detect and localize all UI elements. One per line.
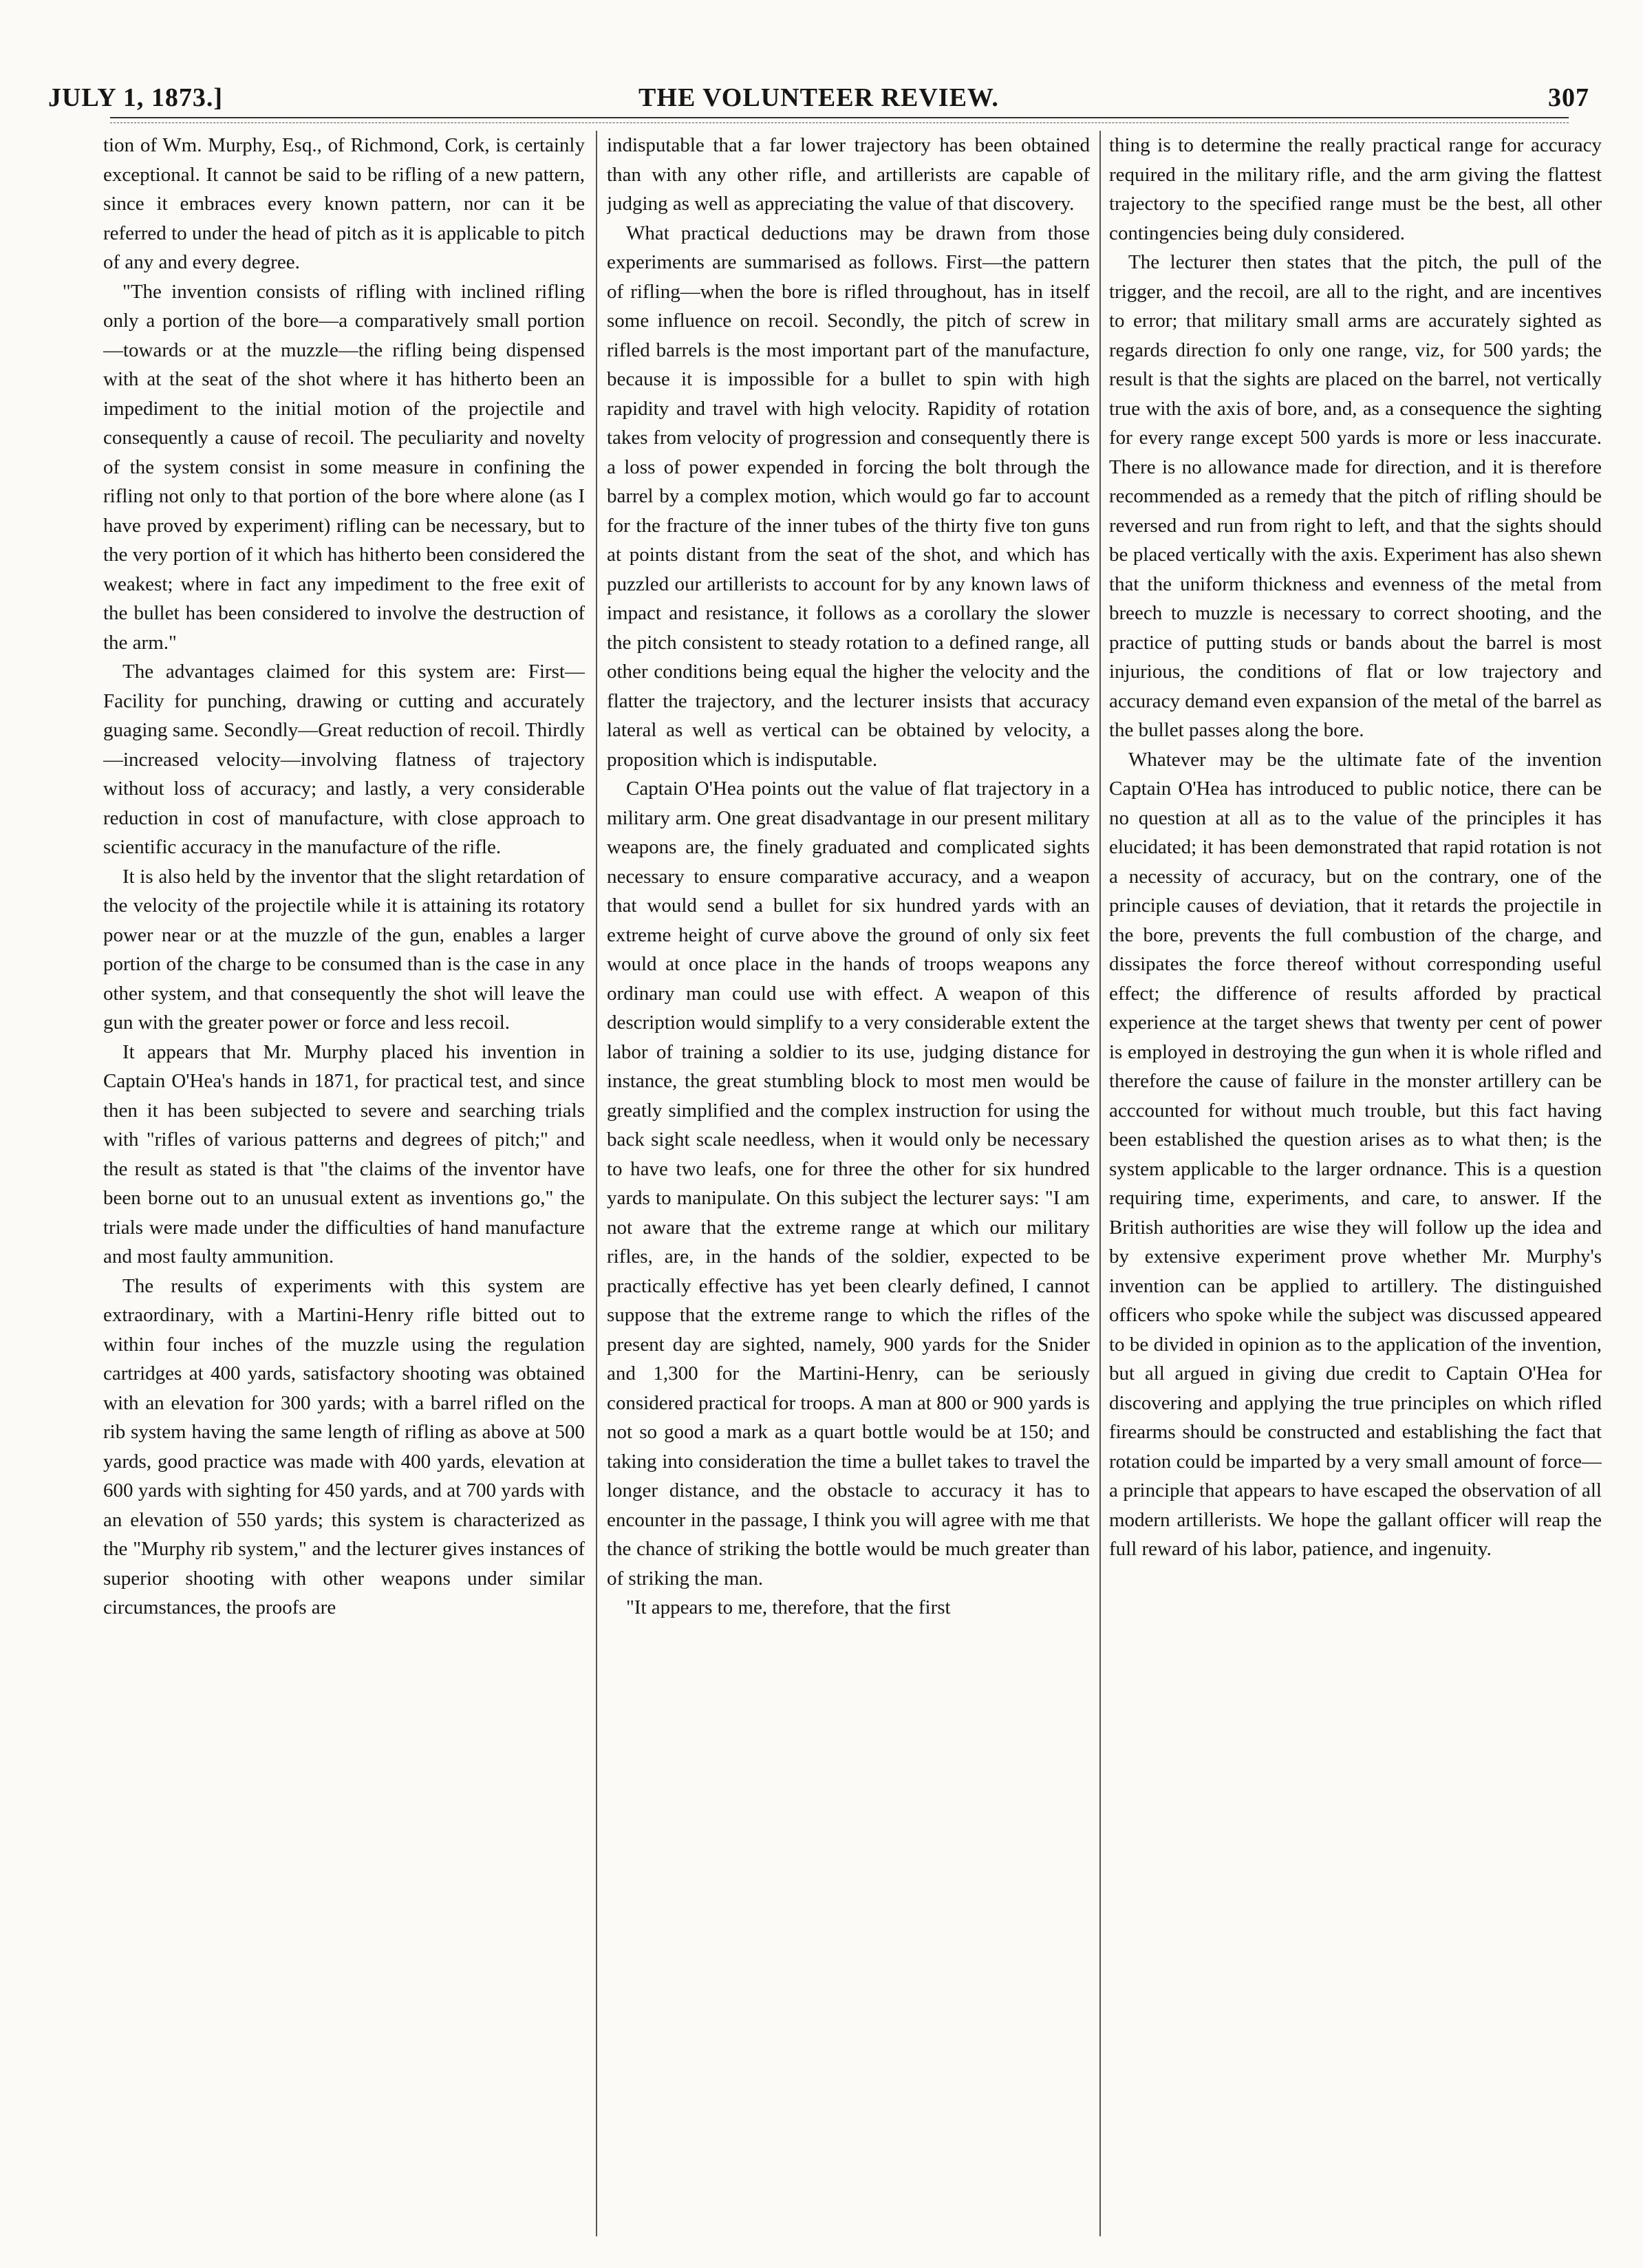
publication-title: THE VOLUNTEER REVIEW.: [638, 83, 999, 112]
page-number: 307: [1548, 83, 1589, 112]
paragraph: The advantages claimed for this system are: First—Facility for punching, drawing or cutting and accurately guaging same. Secondly—Great reduction of recoil. Thirdly—increased velocity—involving flatness of trajectory without loss of accuracy; and lastly, a very considerable reduction in cost of manufacture, with close approach to scientific accuracy in the manufacture of the rifle.: [103, 661, 585, 858]
paragraph: What practical deductions may be drawn from those experiments are summarised as follows. First—the pattern of rifling—when the bore is rifled throughout, has in itself some influence on recoil. Secondly, the pitch of screw in rifled barrels is the most important part of the manufacture, because it is impossible for a bullet to spin with high rapidity and travel with high velocity. Rapidity of rotation takes from velocity of progression and consequently there is a loss of power expended in forcing the bolt through the barrel by a complex motion, which would go far to account for the fracture of the inner tubes of the thirty five ton guns at points distant from the seat of the shot, and which has puzzled our artillerists to account for by any known laws of impact and resistance, it follows as a corollary the slower the pitch consistent to steady rotation to a defined range, all other conditions being equal the higher the velocity and the flatter the trajectory, and the lecturer insists that accuracy lateral as well as vertical can be obtained by velocity, a proposition which is indisputable.: [607, 222, 1090, 771]
column-divider: [1099, 131, 1101, 2236]
paragraph: Captain O'Hea points out the value of flat trajectory in a military arm. One great disadvantage in our present military weapons are, the finely graduated and complicated sights necessary to ensure comparative accuracy, and a weapon that would send a bullet for six hundred yards with an extreme height of curve above the ground of only six feet would at once place in the hands of troops weapons any ordinary man could use with effect. A weapon of this description would simplify to a very considerable extent the labor of training a soldier to its use, judging distance for instance, the great stumbling block to most men would be greatly simplified and the complex instruction for using the back sight scale needless, when it would only be necessary to have two leafs, one for three the other for six hundred yards to manipulate. On this subject the lecturer says: "I am not aware that the extreme range at which our military rifles, are, in the hands of the soldier, expected to be practically effective has yet been clearly defined, I cannot suppose that the extreme range to which the rifles of the present day are sighted, namely, 900 yards for the Snider and 1,300 for the Martini-Henry, can be seriously considered practical for troops. A man at 800 or 900 yards is not so good a mark as a quart bottle would be at 150; and taking into consideration the time a bullet takes to travel the longer distance, and the obstacle to accuracy it has to encounter in the passage, I think you will agree with me that the chance of striking the bottle would be much greater than of striking the man.: [607, 778, 1090, 1590]
paragraph: The lecturer then states that the pitch, the pull of the trigger, and the recoil, are all to the right, and are incentives to error; that military small arms are accurately sighted as regards direction fo only one range, viz, for 500 yards; the result is that the sights are placed on the barrel, not vertically true with the axis of bore, and, as a consequence the sighting for every range except 500 yards is more or less inaccurate. There is no allowance made for direction, and it is therefore recommended as a remedy that the pitch of rifling should be reversed and run from right to left, and that the sights should be placed vertically with the axis. Experiment has also shewn that the uniform thickness and evenness of the metal from breech to muzzle is necessary to correct shooting, and the practice of putting studs or bands about the barrel is most injurious, the conditions of flat or low trajectory and accuracy demand even expansion of the metal of the barrel as the bullet passes along the bore.: [1109, 251, 1602, 741]
paragraph: tion of Wm. Murphy, Esq., of Richmond, Cork, is certainly exceptional. It cannot be said to be rifling of a new pattern, since it embraces every known pattern, nor can it be referred to under the head of pitch as it is applicable to pitch of any and every degree.: [103, 134, 585, 273]
header-rule: [110, 117, 1569, 118]
paragraph: "The invention consists of rifling with inclined rifling only a portion of the bore—a comparatively small portion—towards or at the muzzle—the rifling being dispensed with at the seat of the shot where it has hitherto been an impediment to the initial motion of the projectile and consequently a cause of recoil. The peculiarity and novelty of the system consist in some measure in confining the rifling not only to that portion of the bore where alone (as I have proved by experiment) rifling can be necessary, but to the very portion of it which has hitherto been considered the weakest; where in fact any impediment to the free exit of the bullet has been considered to involve the destruction of the arm.": [103, 280, 585, 654]
header-rule-dashed: [110, 122, 1569, 123]
paragraph: It is also held by the inventor that the slight retardation of the velocity of the projectile while it is attaining its rotatory power near or at the muzzle of the gun, enables a larger portion of the charge to be consumed than is the case in any other system, and that consequently the shot will leave the gun with the greater power or force and less recoil.: [103, 865, 585, 1034]
paragraph: thing is to determine the really practical range for accuracy required in the military rifle, and the arm giving the flattest trajectory to the specified range must be the best, all other contingencies being duly considered.: [1109, 134, 1602, 244]
paragraph: indisputable that a far lower trajectory has been obtained than with any other rifle, and artillerists are capable of judging as well as appreciating the value of that discovery.: [607, 134, 1090, 215]
paragraph: It appears that Mr. Murphy placed his invention in Captain O'Hea's hands in 1871, for practical test, and since then it has been subjected to severe and searching trials with "rifles of various patterns and degrees of pitch;" and the result as stated is that "the claims of the inventor have been borne out to an unusual extent as inventions go," the trials were made under the difficulties of hand manufacture and most faulty ammunition.: [103, 1040, 585, 1267]
text-column-2: [607, 131, 1090, 2236]
text-column-1: [103, 131, 585, 2236]
paragraph: The results of experiments with this system are extraordinary, with a Martini-Henry rifle bitted out to within four inches of the muzzle using the regulation cartridges at 400 yards, satisfactory shooting was obtained with an elevation for 300 yards; with a barrel rifled on the rib system having the same length of rifling as above at 500 yards, good practice was made with 400 yards, elevation at 600 yards with sighting for 450 yards, and at 700 yards with an elevation of 550 yards; this system is characterized as the "Murphy rib system," and the lecturer gives instances of superior shooting with other weapons under similar circumstances, the proofs are: [103, 1274, 585, 1618]
column-divider: [596, 131, 597, 2236]
text-column-3: [1109, 131, 1602, 2236]
issue-date: JULY 1, 1873.]: [48, 83, 223, 112]
paragraph: "It appears to me, therefore, that the first: [626, 1596, 951, 1618]
paragraph: Whatever may be the ultimate fate of the invention Captain O'Hea has introduced to public notice, there can be no question at all as to the value of the principles it has elucidated; it has been demonstrated that rapid rotation is not a necessity of accuracy, but on the contrary, one of the principle causes of deviation, that it retards the projectile in the bore, prevents the full combustion of the charge, and dissipates the force thereof without corresponding useful effect; the difference of results afforded by practical experience at the target shews that twenty per cent of power is employed in destroying the gun when it is whole rifled and therefore the cause of failure in the monster artillery can be acccounted for without much trouble, but this fact having been established the question arises as to what then; is the system applicable to the larger ordnance. This is a question requiring time, experiments, and care, to answer. If the British authorities are wise they will follow up the idea and by extensive experiment prove whether Mr. Murphy's invention can be applied to artillery. The distinguished officers who spoke while the subject was discussed appeared to be divided in opinion as to the application of the invention, but all argued in giving due credit to Captain O'Hea for discovering and applying the true principles on which rifled firearms should be constructed and establishing the fact that rotation could be imparted by a very small amount of force—a principle that appears to have escaped the observation of all modern artillerists. We hope the gallant officer will reap the full reward of his labor, patience, and ingenuity.: [1109, 748, 1602, 1560]
